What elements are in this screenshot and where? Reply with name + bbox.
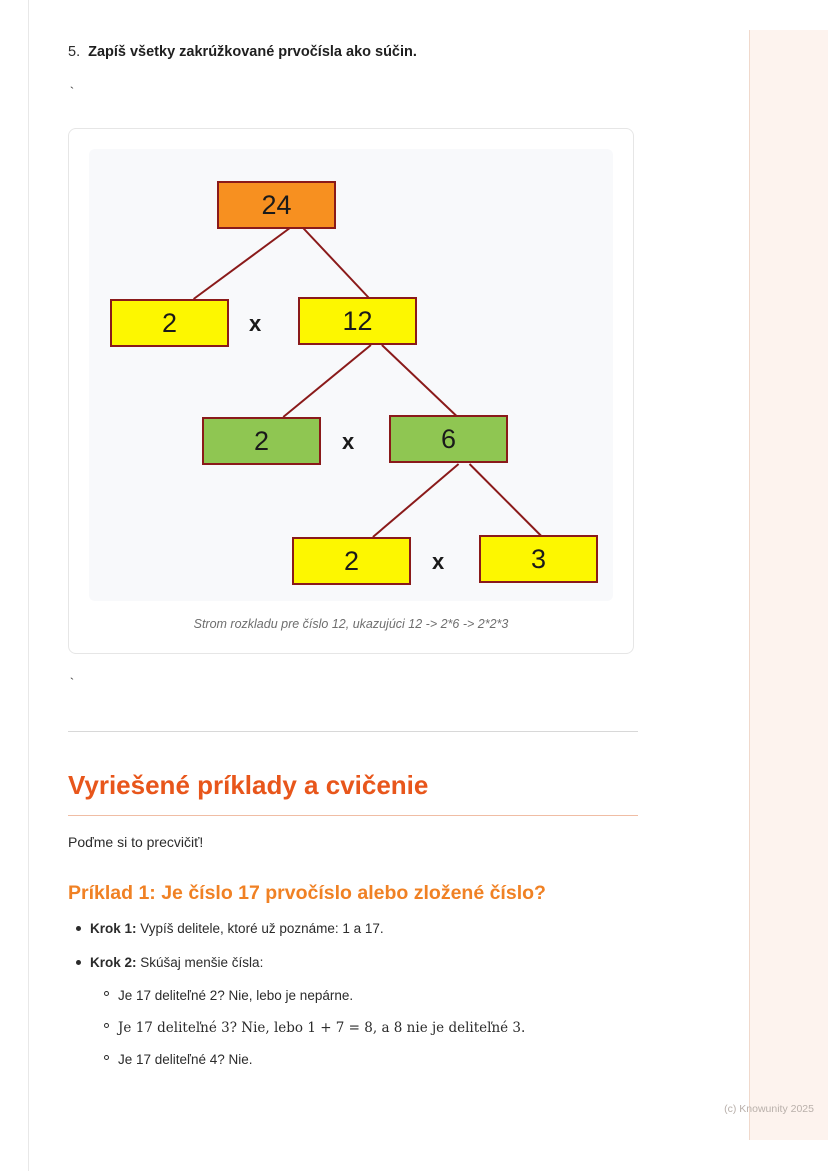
tree-node-root: 24	[217, 181, 336, 229]
tree-operator-3: x	[432, 549, 445, 575]
tree-node-l2-right: 6	[389, 415, 508, 463]
tree-node-l3-right: 3	[479, 535, 598, 583]
section-title: Vyriešené príklady a cvičenie	[68, 770, 429, 801]
factor-tree-canvas	[89, 149, 613, 601]
section-divider	[68, 731, 638, 732]
list-item	[90, 919, 648, 939]
left-margin-rule	[28, 0, 29, 1171]
step-text: Skúšaj menšie čísla:	[136, 955, 264, 971]
list-item: Je 17 deliteľné 4? Nie.	[118, 1050, 648, 1070]
step-text: Vypíš delitele, ktoré už poznáme: 1 a 17.	[136, 921, 384, 937]
code-fence-bottom: `	[68, 676, 76, 692]
exercise-5	[68, 42, 648, 63]
tree-node-l1-left: 2	[110, 299, 229, 347]
factor-tree-figure	[68, 128, 634, 654]
factor-tree-edges	[89, 149, 613, 601]
tree-node-l2-left: 2	[202, 417, 321, 465]
steps-list	[68, 919, 648, 1070]
document-content	[68, 0, 648, 1070]
list-item: Je 17 deliteľné 3? Nie, lebo 1 + 7 = 8, a 8 nie je deliteľné 3.	[118, 1018, 648, 1038]
section-intro: Poďme si to precvičiť!	[68, 834, 204, 851]
substeps-list	[90, 986, 648, 1071]
code-fence-top: `	[68, 85, 76, 101]
footer-credit: (c) Knowunity 2025	[724, 1103, 814, 1115]
figure-caption: Strom rozkladu pre číslo 12, ukazujúci 12 -> 2*6 -> 2*2*3	[193, 617, 509, 632]
tree-node-l1-right: 12	[298, 297, 417, 345]
list-item	[90, 953, 648, 1070]
section-title-underline	[68, 815, 638, 816]
tree-node-l3-left: 2	[292, 537, 411, 585]
tree-operator-2: x	[342, 429, 355, 455]
tree-operator-1: x	[249, 311, 262, 337]
exercise-text: Zapíš všetky zakrúžkované prvočísla ako súčin.	[88, 44, 417, 60]
step-label: Krok 2:	[90, 955, 137, 971]
subsection-title: Príklad 1: Je číslo 17 prvočíslo alebo zložené číslo?	[68, 882, 546, 905]
right-decorative-band	[750, 30, 828, 1140]
list-item: Je 17 deliteľné 2? Nie, lebo je nepárne.	[118, 986, 648, 1006]
step-label: Krok 1:	[90, 921, 137, 937]
exercise-number: 5.	[68, 44, 81, 60]
